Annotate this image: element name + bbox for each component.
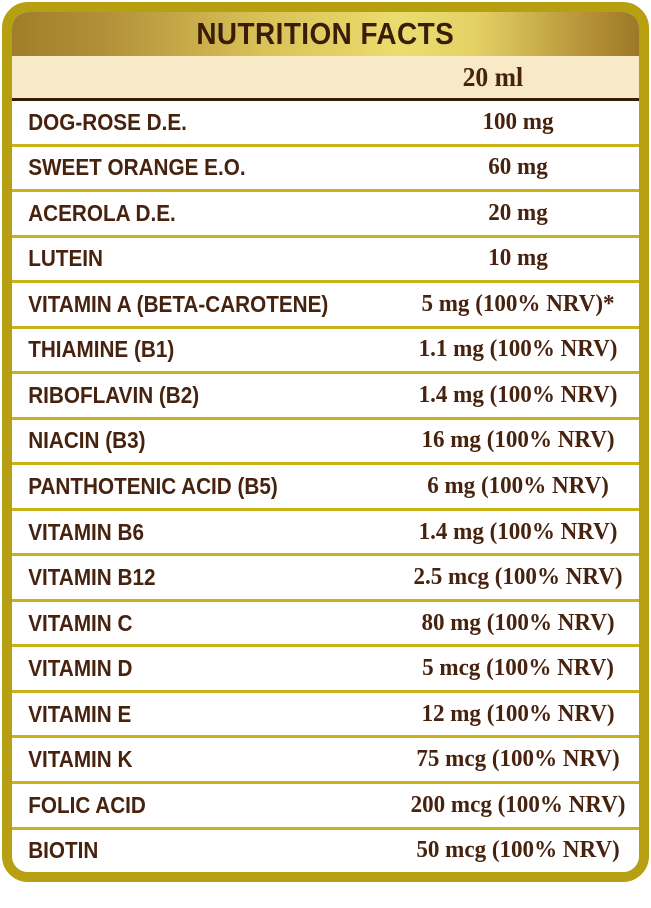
table-row [12,420,639,466]
serving-size-cell [397,62,639,93]
nutrient-name: THIAMINE (B1) [28,336,175,363]
table-row [12,738,639,784]
nutrient-amount: 1.1 mg (100% NRV) [418,336,618,363]
table-row [12,374,639,420]
nutrient-amount: 16 mg (100% NRV) [421,427,615,454]
nutrient-name: VITAMIN E [28,700,132,727]
nutrient-amount: 1.4 mg (100% NRV) [418,518,618,545]
table-row [12,147,639,193]
nutrient-name: BIOTIN [28,837,99,864]
nutrient-amount: 75 mcg (100% NRV) [416,746,620,773]
table-row [12,647,639,693]
page-title: NUTRITION FACTS [196,16,455,51]
table-row [12,830,639,873]
nutrition-facts-label [2,2,649,882]
serving-size-value: 20 ml [462,61,524,92]
nutrient-name: VITAMIN K [28,746,133,773]
table-row [12,784,639,830]
nutrient-amount: 100 mg [482,108,554,135]
table-row [12,602,639,648]
table-row [12,556,639,602]
nutrient-amount: 6 mg (100% NRV) [427,473,609,500]
nutrient-amount: 60 mg [488,154,548,181]
nutrient-amount: 200 mcg (100% NRV) [410,791,626,818]
serving-header-row [12,56,639,98]
nutrient-name: DOG-ROSE D.E. [28,108,187,135]
nutrient-amount: 12 mg (100% NRV) [421,700,615,727]
nutrient-amount: 80 mg (100% NRV) [421,609,615,636]
nutrient-amount: 50 mcg (100% NRV) [416,837,620,864]
table-row [12,329,639,375]
nutrient-amount: 2.5 mcg (100% NRV) [413,564,623,591]
nutrient-name: FOLIC ACID [28,791,146,818]
table-row [12,238,639,284]
nutrient-name: VITAMIN B6 [28,518,144,545]
nutrient-amount: 10 mg [488,245,548,272]
nutrient-table [12,101,639,872]
nutrient-name: ACEROLA D.E. [28,199,176,226]
nutrient-amount: 5 mg (100% NRV)* [421,290,615,317]
table-row [12,693,639,739]
title-banner [12,12,639,56]
nutrient-name: VITAMIN C [28,609,133,636]
table-row [12,511,639,557]
table-row [12,465,639,511]
table-row [12,192,639,238]
nutrient-name: VITAMIN A (BETA-CAROTENE) [28,290,329,317]
table-row [12,101,639,147]
nutrient-name: PANTHOTENIC ACID (B5) [28,473,278,500]
table-row [12,283,639,329]
nutrient-name: VITAMIN B12 [28,564,156,591]
nutrient-amount: 5 mcg (100% NRV) [422,655,614,682]
nutrient-amount: 20 mg [488,199,548,226]
nutrient-name: VITAMIN D [28,655,133,682]
nutrient-name: SWEET ORANGE E.O. [28,154,246,181]
nutrient-name: RIBOFLAVIN (B2) [28,381,200,408]
nutrient-amount: 1.4 mg (100% NRV) [418,381,618,408]
nutrient-name: NIACIN (B3) [28,427,146,454]
nutrient-name: LUTEIN [28,245,103,272]
